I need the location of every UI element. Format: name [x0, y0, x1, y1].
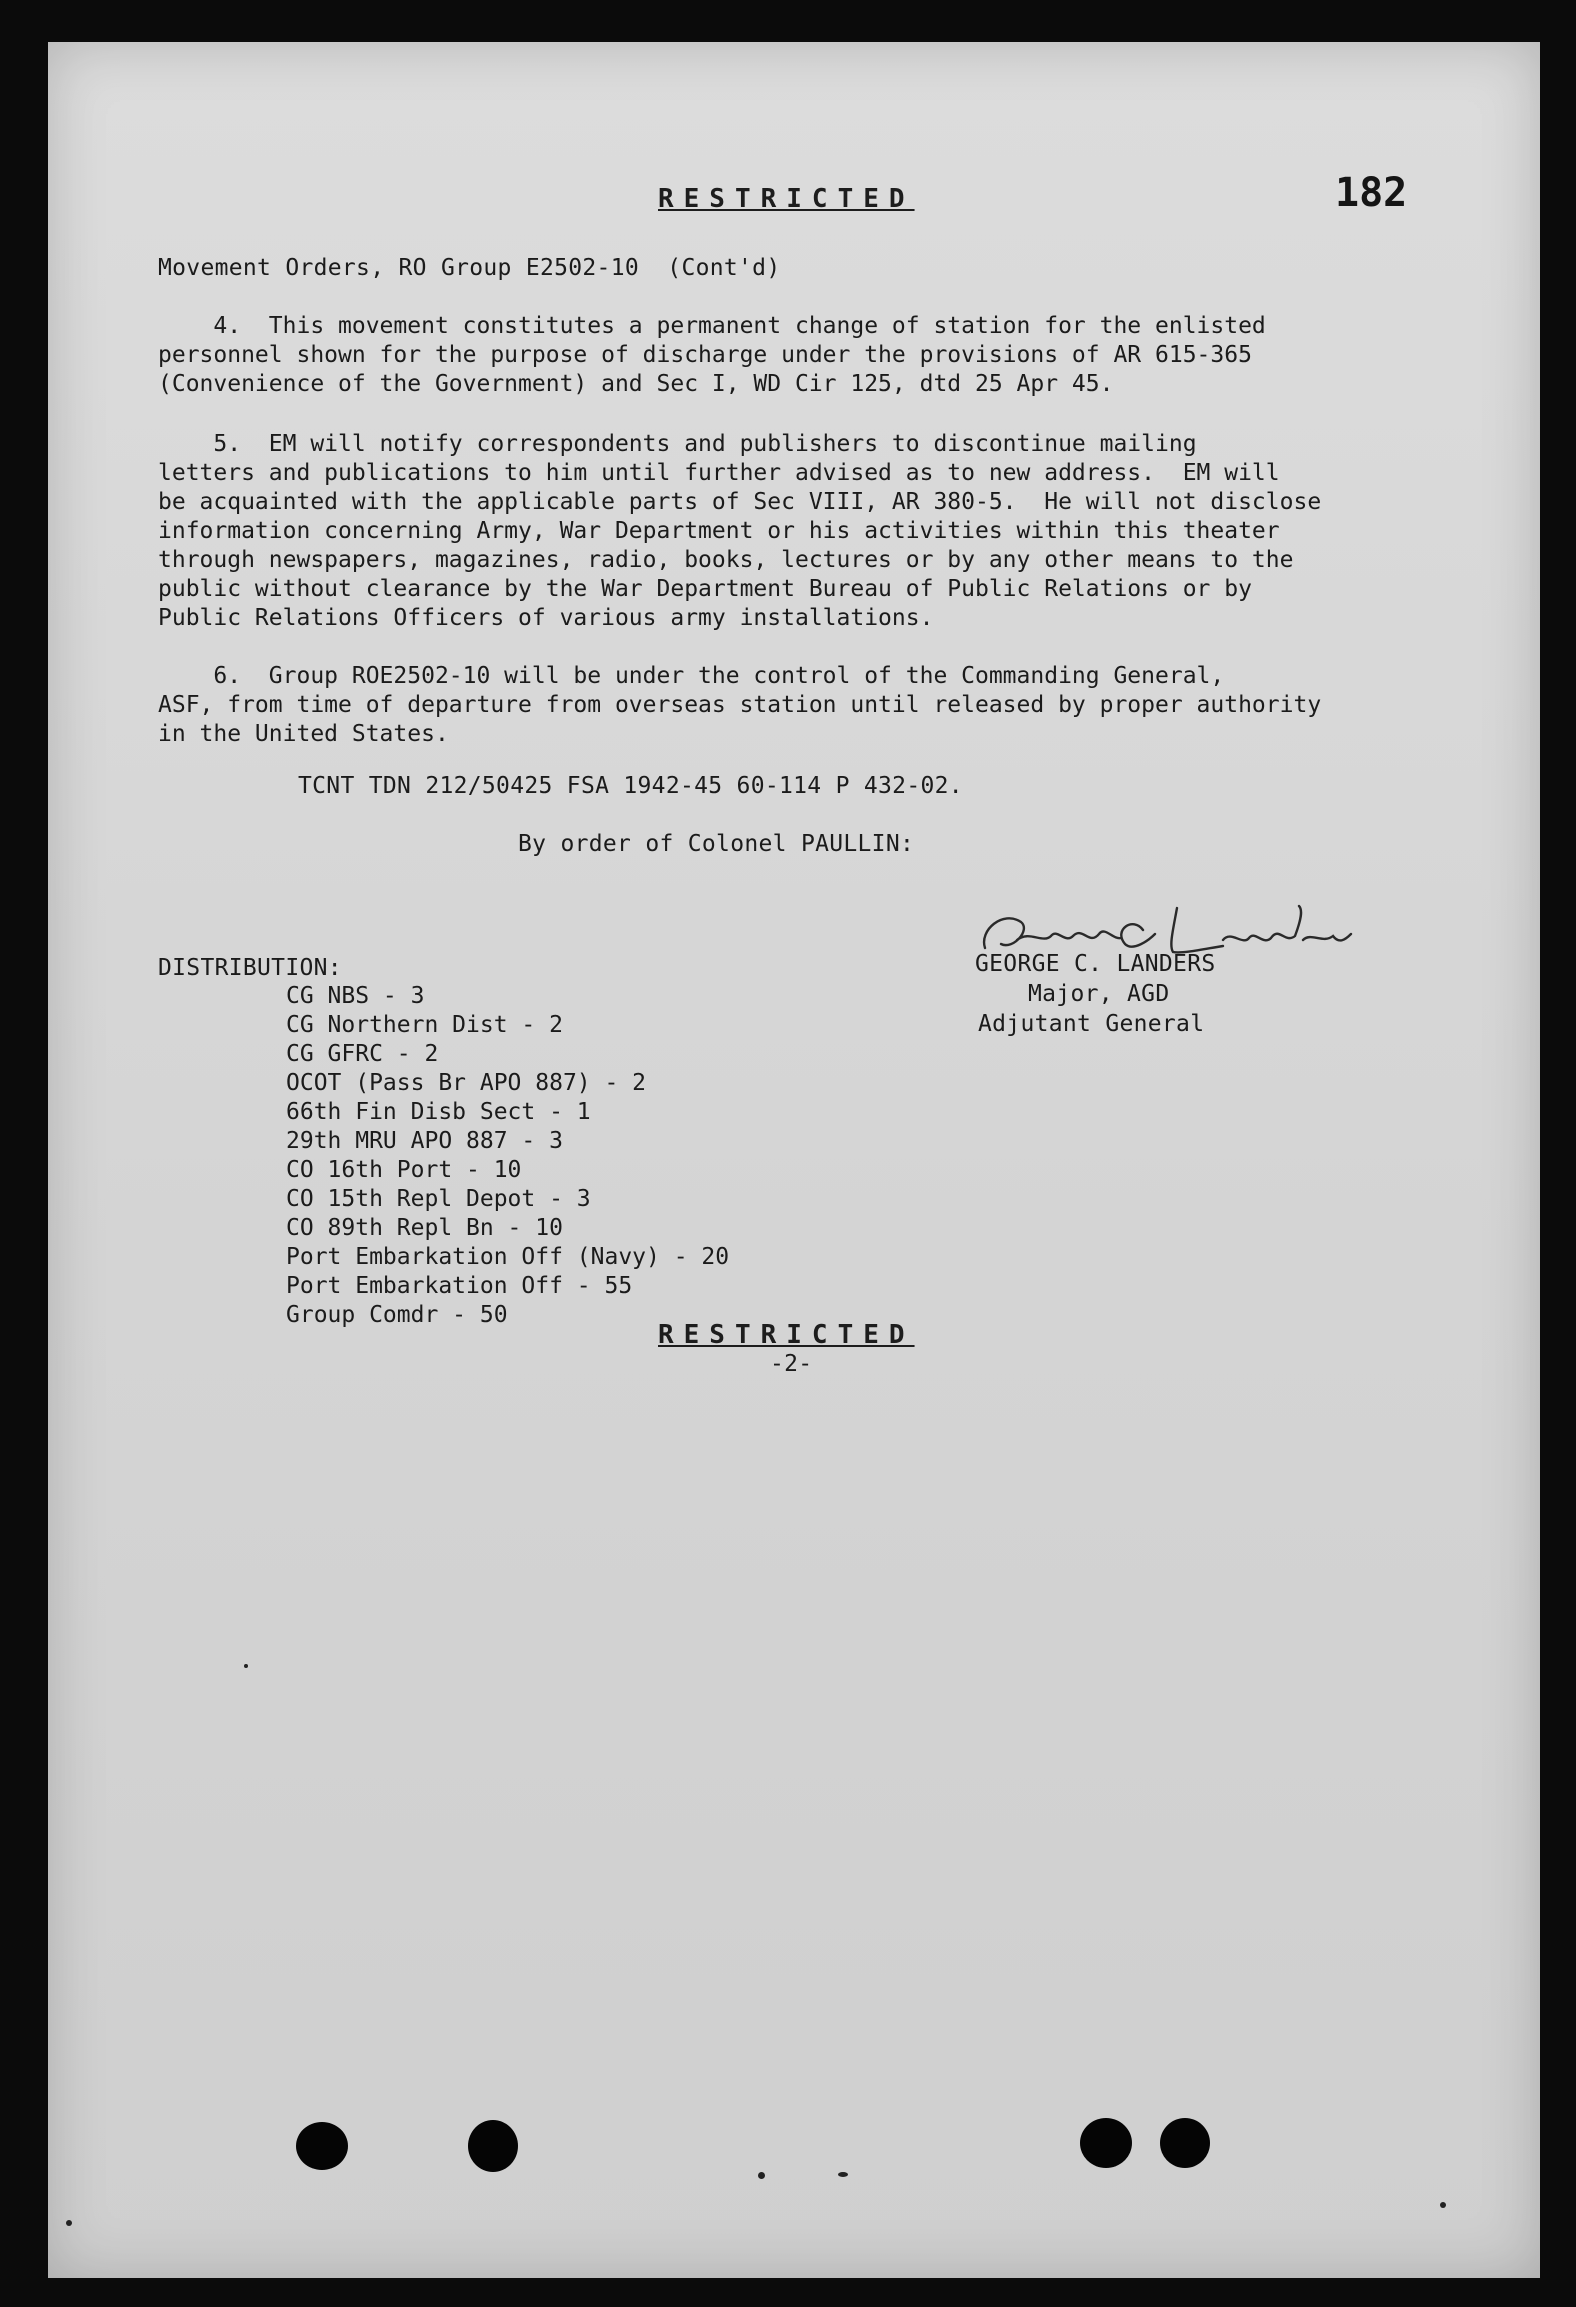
distribution-item: CO 15th Repl Depot - 3	[286, 1186, 591, 1212]
header-restricted-stamp: RESTRICTED	[658, 184, 915, 214]
by-order-line: By order of Colonel PAULLIN:	[518, 831, 915, 857]
distribution-item: CG NBS - 3	[286, 983, 425, 1009]
paragraph-line: personnel shown for the purpose of discharge under the provisions of AR 615-365	[158, 342, 1252, 368]
footer-page-number: -2-	[770, 1351, 813, 1377]
distribution-item: OCOT (Pass Br APO 887) - 2	[286, 1070, 647, 1096]
punch-hole	[1160, 2118, 1210, 2168]
distribution-item: CO 89th Repl Bn - 10	[286, 1215, 563, 1241]
speck	[66, 2220, 72, 2226]
tcnt-line: TCNT TDN 212/50425 FSA 1942-45 60-114 P 432-02.	[298, 773, 963, 799]
paragraph-line: (Convenience of the Government) and Sec I, WD Cir 125, dtd 25 Apr 45.	[158, 371, 1114, 397]
paragraph-line: 6. Group ROE2502-10 will be under the control of the Commanding General,	[158, 663, 1225, 689]
signer-name: GEORGE C. LANDERS	[975, 951, 1216, 977]
paragraph-line: information concerning Army, War Department or his activities within this theater	[158, 518, 1280, 544]
paragraph-line: letters and publications to him until further advised as to new address. EM will	[158, 460, 1280, 486]
signature-text	[973, 900, 974, 901]
paragraph-line: 4. This movement constitutes a permanent change of station for the enlisted	[158, 313, 1266, 339]
speck	[758, 2172, 765, 2179]
paragraph-line: through newspapers, magazines, radio, books, lectures or by any other means to the	[158, 547, 1294, 573]
paragraph-line: Public Relations Officers of various army installations.	[158, 605, 934, 631]
paragraph-line: in the United States.	[158, 721, 449, 747]
signer-title: Adjutant General	[978, 1011, 1205, 1037]
speck	[838, 2172, 848, 2177]
distribution-item: 29th MRU APO 887 - 3	[286, 1128, 563, 1154]
speck	[244, 1664, 248, 1668]
paragraph-line: ASF, from time of departure from overseas station until released by proper authority	[158, 692, 1322, 718]
paragraph-line: be acquainted with the applicable parts of Sec VIII, AR 380-5. He will not disclose	[158, 489, 1322, 515]
speck	[1440, 2202, 1446, 2208]
distribution-list	[286, 982, 729, 1330]
distribution-item: CG Northern Dist - 2	[286, 1012, 563, 1038]
punch-hole	[468, 2120, 518, 2172]
paragraph-line: public without clearance by the War Department Bureau of Public Relations or by	[158, 576, 1252, 602]
paragraph-6	[158, 662, 1478, 749]
punch-hole	[1080, 2118, 1132, 2168]
footer-restricted-stamp: RESTRICTED	[658, 1320, 915, 1350]
distribution-item: CG GFRC - 2	[286, 1041, 439, 1067]
signature-block	[973, 900, 1353, 1037]
document-page	[48, 42, 1540, 2278]
signer-rank: Major, AGD	[1028, 981, 1170, 1007]
paragraph-5	[158, 430, 1478, 633]
distribution-item: Port Embarkation Off - 55	[286, 1273, 633, 1299]
distribution-item: CO 16th Port - 10	[286, 1157, 522, 1183]
distribution-item: 66th Fin Disb Sect - 1	[286, 1099, 591, 1125]
punch-hole	[296, 2122, 348, 2170]
paragraph-4	[158, 312, 1478, 399]
distribution-label: DISTRIBUTION:	[158, 955, 342, 981]
distribution-item: Port Embarkation Off (Navy) - 20	[286, 1244, 730, 1270]
paragraph-line: 5. EM will notify correspondents and publishers to discontinue mailing	[158, 431, 1197, 457]
distribution-item: Group Comdr - 50	[286, 1302, 508, 1328]
document-title: Movement Orders, RO Group E2502-10 (Cont'd)	[158, 255, 781, 281]
page-number: 182	[1335, 170, 1408, 216]
